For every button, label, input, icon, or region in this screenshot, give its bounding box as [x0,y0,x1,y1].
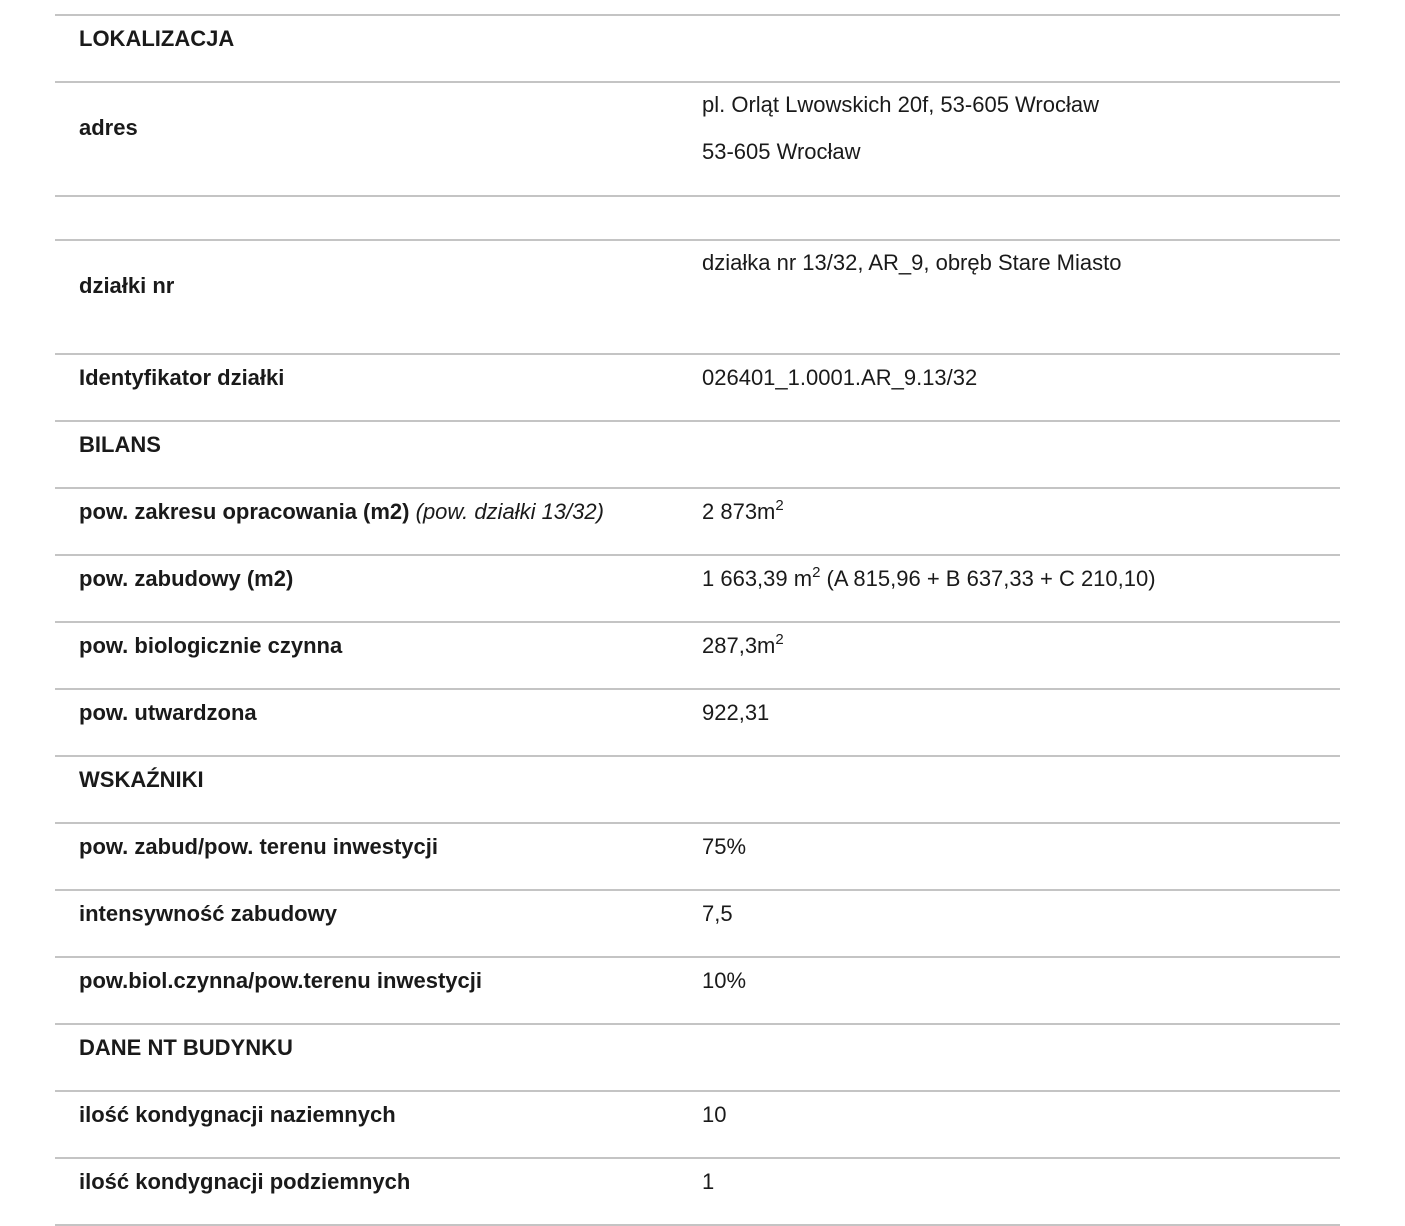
row-label: pow. utwardzona [79,700,257,725]
table-row-biol-ratio [55,958,1340,1025]
row-value: 7,5 [702,901,733,926]
section-title: WSKAŹNIKI [79,767,204,792]
row-value: 75% [702,834,747,859]
row-value: 922,31 [702,700,770,725]
row-label: Identyfikator działki [79,365,285,390]
section-title: BILANS [79,432,161,457]
value-text: 2 873m [702,499,776,524]
table-row-adres [55,83,1340,197]
section-title: LOKALIZACJA [79,26,235,51]
table-row-utwardzona [55,690,1340,757]
row-value: 1 [702,1169,715,1194]
row-label: adres [79,115,138,140]
section-row-dane-budynku [55,1025,1340,1092]
empty-cell [55,197,702,239]
table-row-identyfikator [55,355,1340,422]
row-label-note: (pow. działki 13/32) [415,499,604,524]
table-row-zabudowy [55,556,1340,623]
table-row-zabud-ratio [55,824,1340,891]
row-label: ilość kondygnacji naziemnych [79,1102,396,1127]
row-value: 10% [702,968,747,993]
section-row-wskazniki [55,757,1340,824]
value-breakdown: (A 815,96 + B 637,33 + C 210,10) [820,566,1156,591]
table-row-intensywnosc [55,891,1340,958]
row-label: ilość kondygnacji podziemnych [79,1169,411,1194]
address-line-1: pl. Orląt Lwowskich 20f, 53-605 Wrocław [702,92,1099,117]
row-value [702,489,1340,554]
value-text: 1 663,39 m [702,566,813,591]
row-label-text: pow. zakresu opracowania (m2) [79,499,410,524]
empty-cell [702,16,1340,81]
section-title: DANE NT BUDYNKU [79,1035,293,1060]
row-value: działka nr 13/32, AR_9, obręb Stare Miasto [702,250,1122,275]
table-row-zakres [55,489,1340,556]
table-row-naziemne [55,1092,1340,1159]
row-value [702,623,1340,688]
row-value [702,556,1340,621]
row-label: pow. zabudowy (m2) [79,566,294,591]
unit-superscript: 2 [812,564,821,581]
unit-superscript: 2 [775,631,784,648]
address-line-2: 53-605 Wrocław [702,139,861,164]
row-label: działki nr [79,273,175,298]
table-row-bio [55,623,1340,690]
row-label: intensywność zabudowy [79,901,337,926]
empty-cell [702,757,1340,822]
value-text: 287,3m [702,633,776,658]
row-label: pow.biol.czynna/pow.terenu inwestycji [79,968,482,993]
row-label: pow. zabud/pow. terenu inwestycji [79,834,438,859]
empty-cell [702,197,1340,239]
project-data-table [55,14,1340,1226]
row-label [55,489,702,554]
spacer-row [55,197,1340,241]
empty-cell [702,422,1340,487]
table-row-podziemne [55,1159,1340,1226]
table-row-dzialki [55,241,1340,355]
section-row-bilans [55,422,1340,489]
row-value: 10 [702,1102,727,1127]
row-label: pow. biologicznie czynna [79,633,343,658]
empty-cell [702,1025,1340,1090]
unit-superscript: 2 [775,497,784,514]
address-value [702,83,1340,195]
row-value: 026401_1.0001.AR_9.13/32 [702,365,978,390]
section-row-lokalizacja [55,16,1340,83]
